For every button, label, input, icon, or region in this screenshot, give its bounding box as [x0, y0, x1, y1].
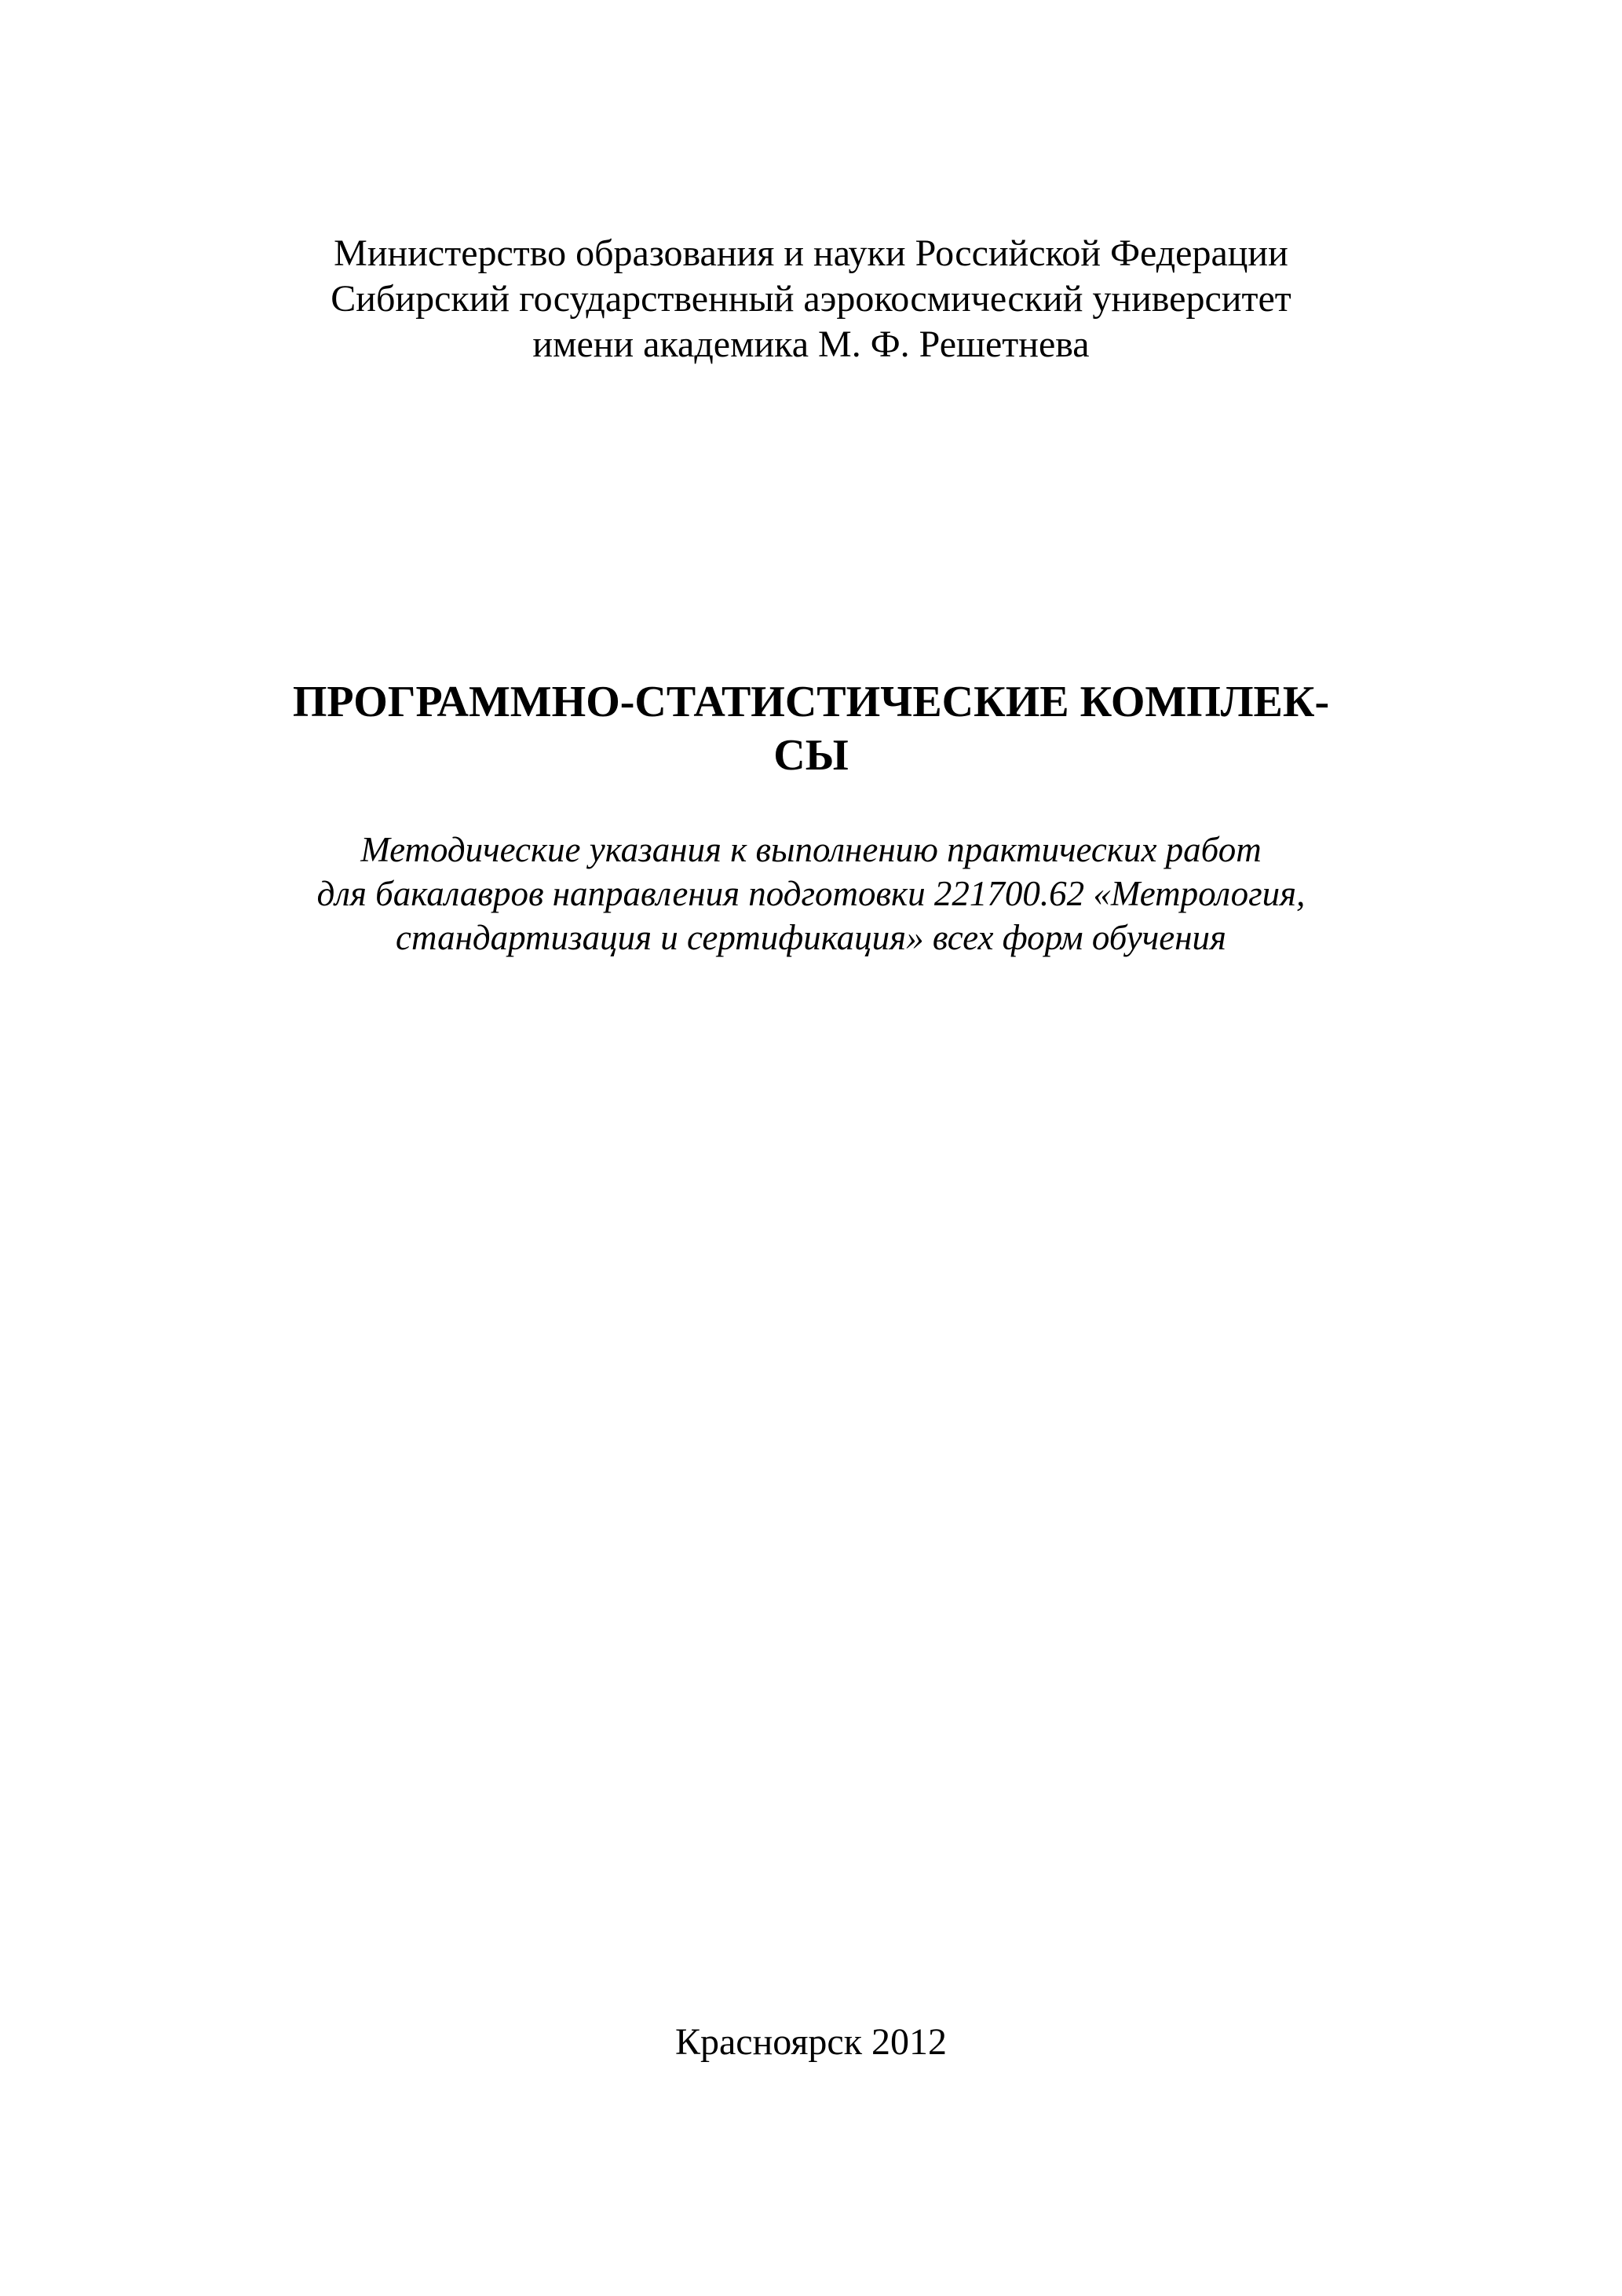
document-subtitle — [0, 828, 1622, 960]
subtitle-line-1: Методические указания к выполнению практических работ — [360, 830, 1262, 869]
university-name-line: имени академика М. Ф. Решетнева — [532, 324, 1090, 365]
ministry-line: Министерство образования и науки Российской Федерации — [334, 232, 1288, 274]
subtitle-line-2: для бакалавров направления подготовки 221700.62 «Метрология, — [316, 874, 1306, 913]
institution-header — [0, 231, 1622, 367]
publication-place-year — [0, 2020, 1622, 2065]
subtitle-line-3: стандартизация и сертификация» всех форм обучения — [396, 918, 1226, 957]
title-line-1: ПРОГРАММНО-СТАТИСТИЧЕСКИЕ КОМПЛЕК- — [292, 678, 1330, 726]
document-title — [0, 675, 1622, 782]
title-line-2: СЫ — [773, 731, 849, 780]
university-line: Сибирский государственный аэрокосмический университет — [331, 278, 1291, 320]
city-year: Красноярск 2012 — [674, 2021, 948, 2063]
